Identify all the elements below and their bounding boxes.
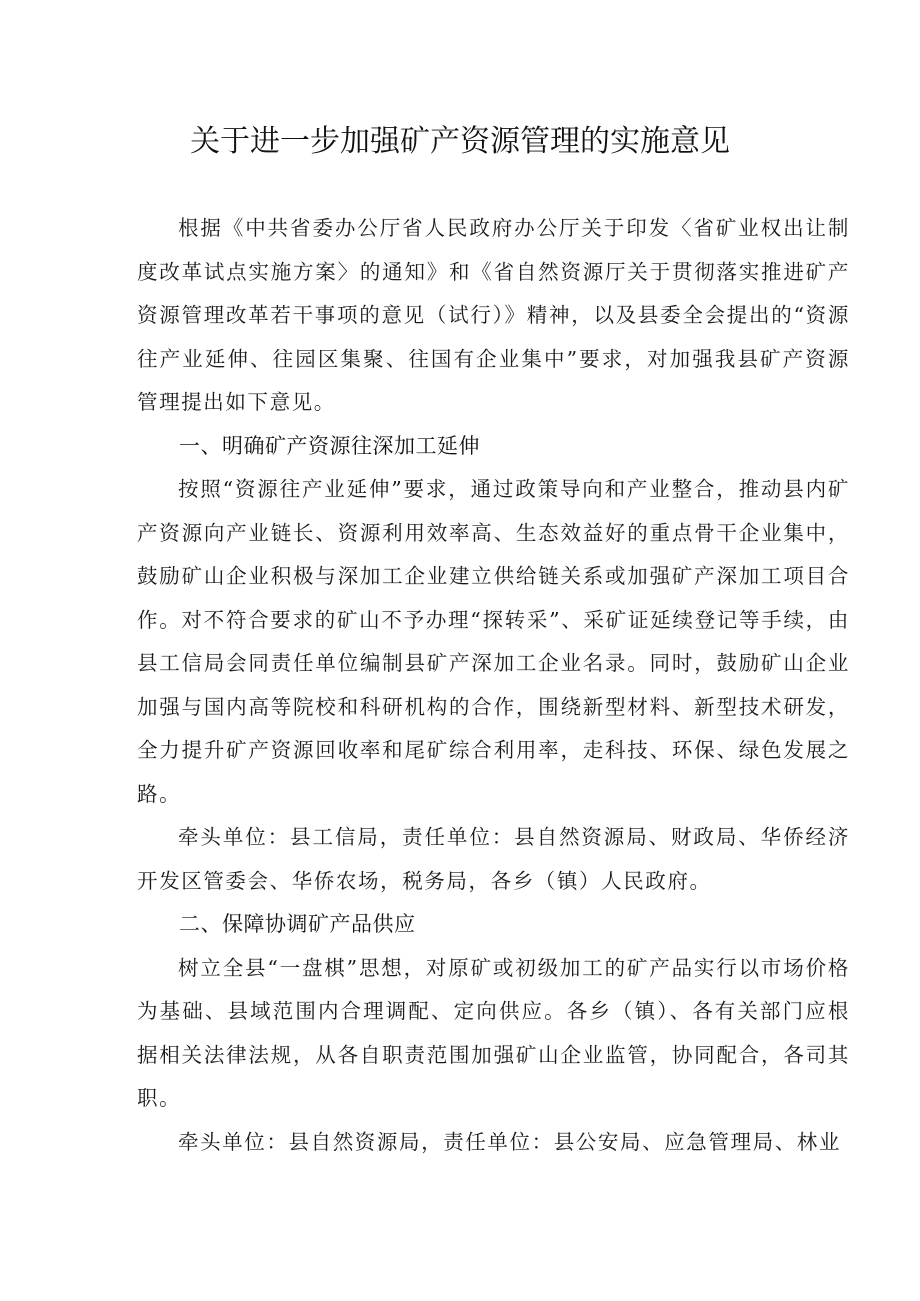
- responsibility-paragraph: 牵头单位：县自然资源局，责任单位：县公安局、应急管理局、林业: [178, 1129, 841, 1154]
- intro-paragraph: 根据《中共省委办公厅省人民政府办公厅关于印发〈省矿业权出让制度改革试点实施方案〉的通知》和《省自然资源厅关于贯彻落实推进矿产资源管理改革若干事项的意见（试行）》精神，以及县委全会提出的“资源往产业延伸、往园区集聚、往国有企业集中”要求，对加强我县矿产资源管理提出如下意见。: [137, 216, 850, 414]
- document-title: 关于进一步加强矿产资源管理的实施意见: [190, 124, 730, 159]
- responsibility-paragraph: 牵头单位：县工信局，责任单位：县自然资源局、财政局、华侨经济开发区管委会、华侨农场，税务局，各乡（镇）人民政府。: [137, 825, 850, 893]
- section-heading: 一、明确矿产资源往深加工延伸: [179, 433, 480, 458]
- section-heading: 二、保障协调矿产品供应: [179, 912, 416, 936]
- document-body: [137, 207, 850, 1164]
- section-2: [137, 903, 850, 1164]
- section-body-paragraph: 树立全县“一盘棋”思想，对原矿或初级加工的矿产品实行以市场价格为基础、县域范围内合理调配、定向供应。各乡（镇）、各有关部门应根据相关法律法规，从各自职责范围加强矿山企业监管，协同配合，各司其职。: [137, 955, 850, 1110]
- section-1: [137, 425, 850, 904]
- section-body-paragraph: 按照“资源往产业延伸”要求，通过政策导向和产业整合，推动县内矿产资源向产业链长、资源利用效率高、生态效益好的重点骨干企业集中，鼓励矿山企业积极与深加工企业建立供给链关系或加强矿产深加工项目合作。对不符合要求的矿山不予办理“探转采”、采矿证延续登记等手续，由县工信局会同责任单位编制县矿产深加工企业名录。同时，鼓励矿山企业加强与国内高等院校和科研机构的合作，围绕新型材料、新型技术研发，全力提升矿产资源回收率和尾矿综合利用率，走科技、环保、绿色发展之路。: [137, 477, 850, 806]
